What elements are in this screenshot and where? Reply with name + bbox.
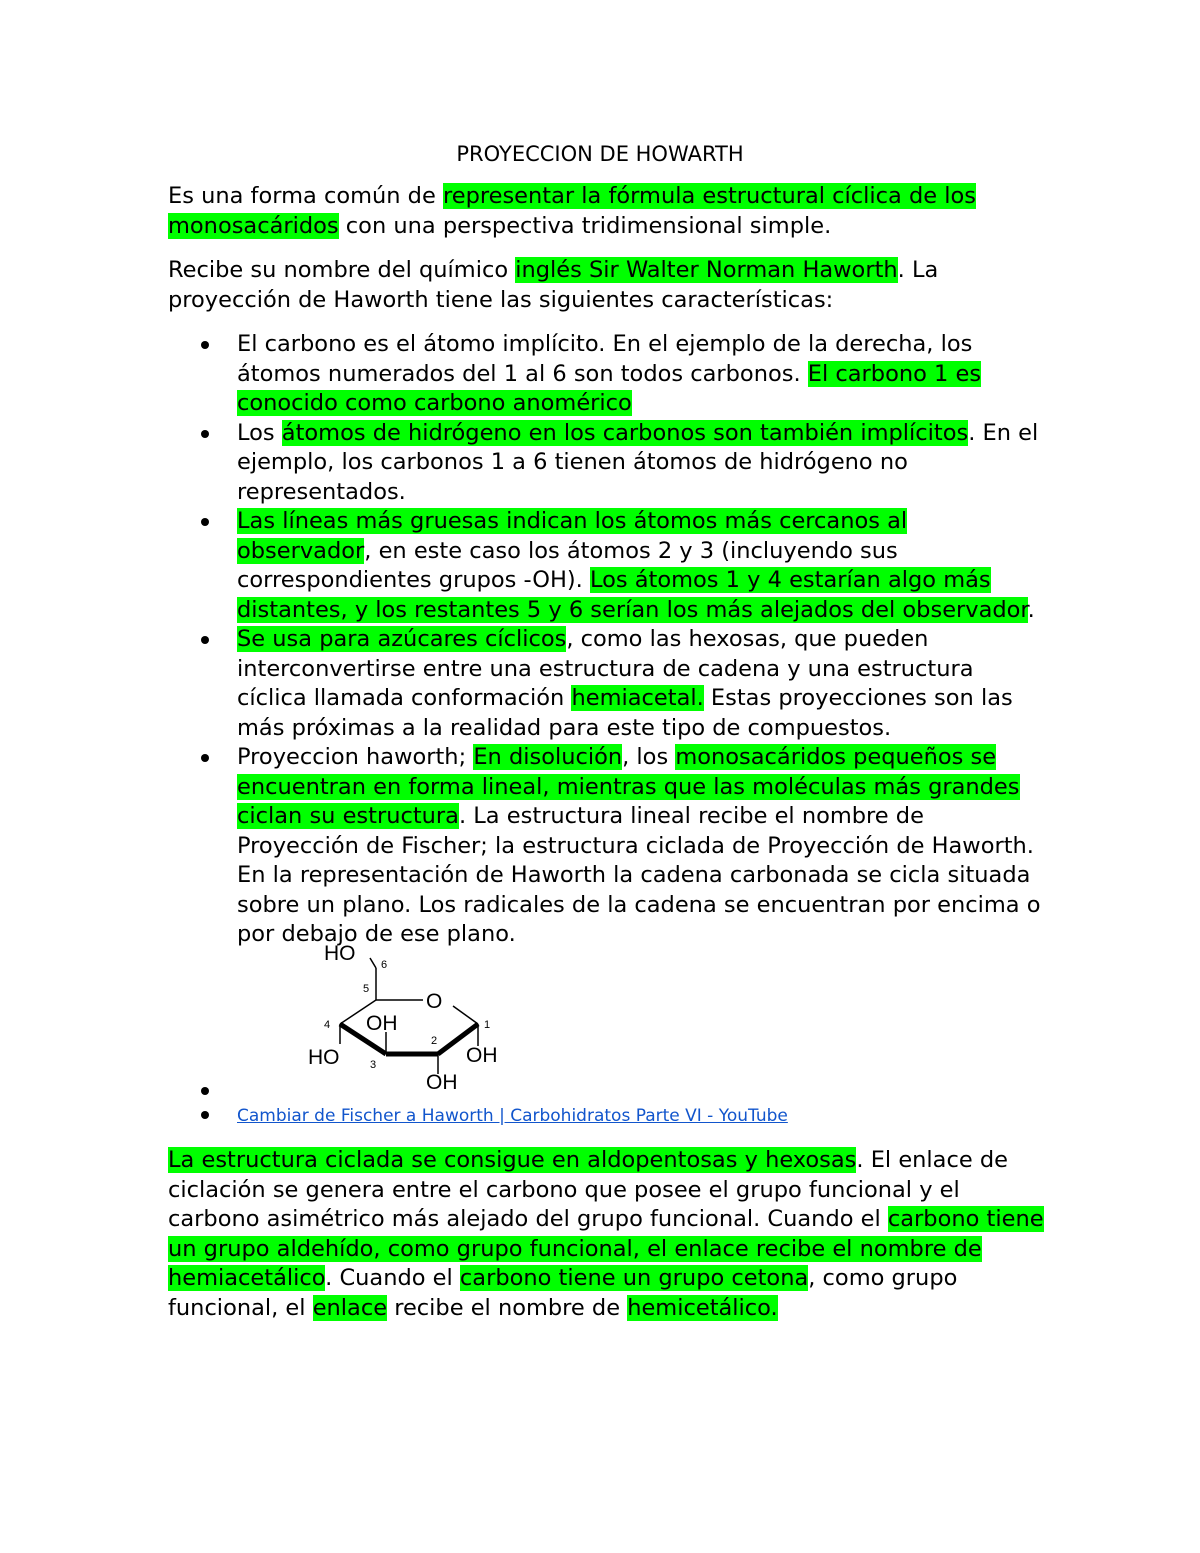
text-run: .: [1027, 596, 1035, 623]
bullet-icon: [201, 754, 209, 762]
characteristics-list: [168, 330, 1048, 1131]
bond-line: [453, 1006, 478, 1024]
carbon-number-label: 3: [370, 1058, 377, 1071]
highlighted-text: hemiacetal.: [571, 685, 704, 711]
list-item: [168, 743, 1048, 950]
highlighted-text: hemicetálico.: [627, 1294, 778, 1321]
carbon-number-label: 1: [484, 1018, 491, 1031]
text-run: . La proyección de Haworth tiene las siguientes características:: [168, 257, 939, 313]
bullet-icon: [201, 1111, 209, 1119]
text-run: , como las hexosas, que pueden interconvertirse entre una estructura de cadena y una estructura cíclica llamada conformación: [237, 626, 974, 711]
text-run: con una perspectiva tridimensional simple.: [338, 212, 832, 239]
carbon-number-label: 5: [363, 982, 370, 995]
highlighted-text: Los átomos 1 y 4 estarían algo más distantes, y los restantes 5 y 6 serían los más alejados del observador: [237, 567, 1028, 623]
bullet-icon: [201, 430, 209, 438]
list-item: [168, 330, 1048, 419]
text-run: . El enlace de ciclación se genera entre el carbono que posee el grupo funcional y el carbono asimétrico más alejado del grupo funcional. Cuando el: [168, 1147, 1008, 1232]
list-item: [168, 419, 1048, 508]
highlighted-text: enlace: [312, 1294, 388, 1321]
closing-paragraph: [168, 1146, 1048, 1323]
named-paragraph: [168, 256, 1048, 315]
oh-label: OH: [366, 1011, 398, 1035]
text-run: Estas proyecciones son las más próximas a la realidad para este tipo de compuestos.: [237, 685, 1013, 741]
bullet-icon: [201, 636, 209, 644]
text-run: Proyeccion haworth;: [237, 744, 474, 770]
carbon-number-label: 2: [431, 1034, 438, 1047]
text-run: recibe el nombre de: [387, 1294, 628, 1321]
youtube-link[interactable]: Cambiar de Fischer a Haworth | Carbohidratos Parte VI - YouTube: [237, 1105, 788, 1126]
text-run: . La estructura lineal recibe el nombre de Proyección de Fischer; la estructura ciclada de Proyección de Haworth. En la representación de Haworth la cadena carbonada se cicla situada sobre un plano. Los radicales de la cadena se encuentran por encima o por debajo de ese plano.: [237, 803, 1041, 947]
text-run: , los: [622, 744, 676, 770]
list-item: [168, 507, 1048, 625]
document-body: [168, 182, 1048, 1338]
highlighted-text: inglés Sir Walter Norman Haworth: [515, 257, 898, 283]
text-run: , como grupo funcional, el: [168, 1265, 958, 1321]
oh-label: OH: [426, 1070, 458, 1094]
text-run: El carbono es el átomo implícito. En el ejemplo de la derecha, los átomos numerados del 1 al 6 son todos carbonos.: [237, 331, 973, 387]
highlighted-text: Se usa para azúcares cíclicos: [237, 626, 567, 652]
haworth-glucose-diagram: [308, 941, 538, 1094]
text-run: Es una forma común de: [168, 183, 443, 209]
text-run: Los: [237, 419, 282, 446]
text-run: Recibe su nombre del químico: [168, 257, 516, 283]
oh-label: OH: [466, 1043, 498, 1067]
text-run: , en este caso los átomos 2 y 3 (incluyendo sus correspondientes grupos -OH).: [237, 537, 898, 593]
list-item: [168, 625, 1048, 743]
highlighted-text: Las líneas más gruesas indican los átomos más cercanos al observador: [237, 508, 908, 564]
highlighted-text: El carbono 1 es conocido como carbono anomérico: [237, 360, 982, 416]
bullet-icon: [201, 341, 209, 349]
oxygen-label: O: [426, 989, 443, 1013]
list-item-link: [168, 1100, 1048, 1132]
highlighted-text: átomos de hidrógeno en los carbonos son también implícitos: [281, 419, 969, 446]
ho-label: HO: [308, 1045, 340, 1069]
highlighted-text: monosacáridos pequeños se encuentran en forma lineal, mientras que las moléculas más grandes ciclan su estructura: [237, 744, 1020, 829]
intro-paragraph: [168, 182, 1048, 241]
text-run: . Cuando el: [325, 1265, 460, 1291]
page-title: PROYECCION DE HOWARTH: [456, 142, 744, 166]
highlighted-text: carbono tiene un grupo aldehído, como grupo funcional, el enlace recibe el nombre de hemiacetálico: [168, 1206, 1044, 1291]
bullet-icon: [201, 518, 209, 526]
carbon-number-label: 6: [381, 958, 388, 971]
highlighted-text: representar la fórmula estructural cíclica de los monosacáridos: [168, 183, 977, 239]
highlighted-text: La estructura ciclada se consigue en aldopentosas y hexosas: [168, 1147, 857, 1173]
bullet-icon: [201, 1087, 209, 1095]
highlighted-text: carbono tiene un grupo cetona: [459, 1265, 809, 1291]
list-item-figure: [168, 941, 1048, 1100]
bond-line: [370, 958, 376, 968]
text-run: . En el ejemplo, los carbonos 1 a 6 tienen átomos de hidrógeno no representados.: [237, 419, 1039, 505]
carbon-number-label: 4: [324, 1018, 331, 1031]
ho-label: HO: [324, 941, 356, 965]
highlighted-text: En disolución: [473, 744, 623, 770]
